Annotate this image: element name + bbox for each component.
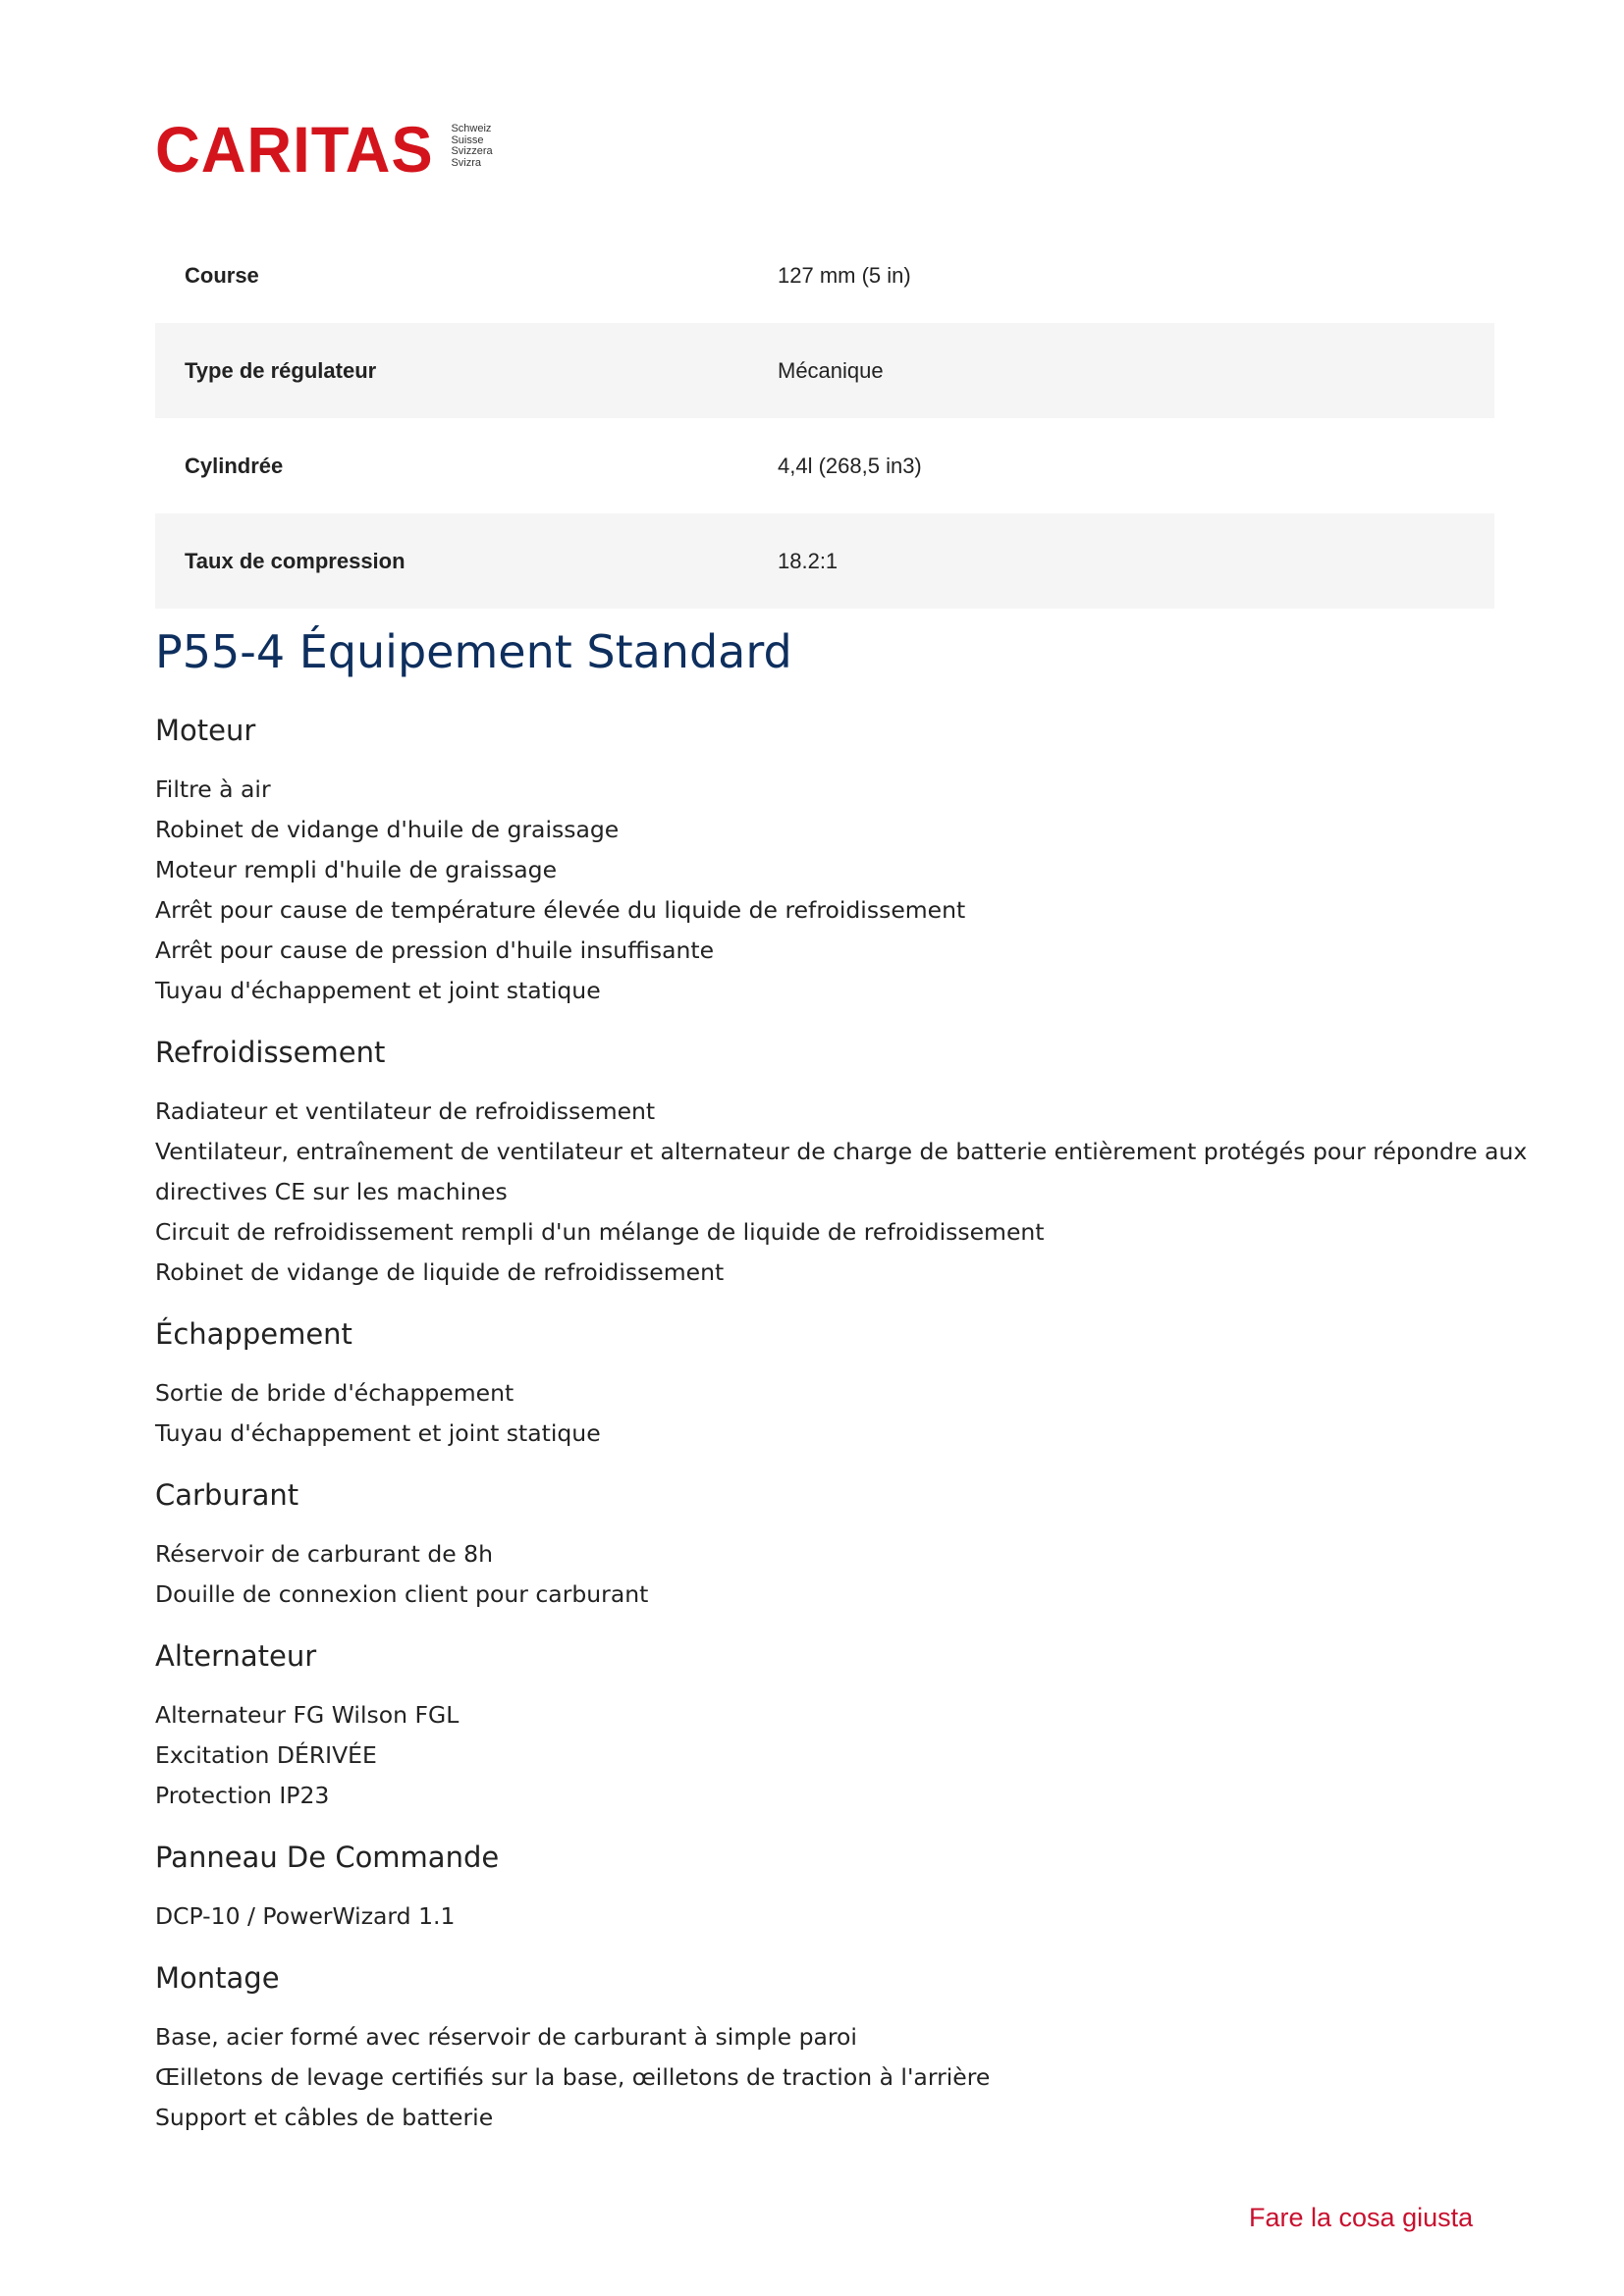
spec-value: 4,4l (268,5 in3) bbox=[778, 453, 922, 478]
spec-row bbox=[155, 228, 1494, 323]
list-item: Excitation DÉRIVÉE bbox=[155, 1741, 377, 1769]
spec-label: Type de régulateur bbox=[155, 323, 778, 418]
equipment-content bbox=[155, 620, 1530, 2138]
list-item: DCP-10 / PowerWizard 1.1 bbox=[155, 1902, 456, 1930]
section-heading-refroidissement: Refroidissement bbox=[155, 1036, 386, 1069]
list-item: Réservoir de carburant de 8h bbox=[155, 1540, 494, 1568]
section-heading-moteur: Moteur bbox=[155, 714, 256, 747]
logo-wordmark: CARITAS bbox=[155, 113, 434, 186]
list-item: Circuit de refroidissement rempli d'un mélange de liquide de refroidissement bbox=[155, 1218, 1045, 1246]
spec-label: Taux de compression bbox=[155, 513, 778, 609]
section-list-montage bbox=[155, 2017, 1530, 2138]
logo-language: Schweiz bbox=[451, 123, 492, 134]
list-item: Radiateur et ventilateur de refroidissement bbox=[155, 1097, 656, 1125]
list-item: Œilletons de levage certifiés sur la base, œilletons de traction à l'arrière bbox=[155, 2063, 991, 2091]
section-list-carburant bbox=[155, 1534, 1530, 1615]
logo-language: Suisse bbox=[451, 133, 484, 146]
spec-row bbox=[155, 418, 1494, 513]
logo-language: Svizzera bbox=[451, 145, 493, 157]
section-heading-panneau: Panneau De Commande bbox=[155, 1841, 500, 1874]
caritas-logo bbox=[155, 113, 493, 186]
list-item: Sortie de bride d'échappement bbox=[155, 1379, 514, 1407]
section-list-refroidissement bbox=[155, 1092, 1530, 1293]
section-list-alternateur bbox=[155, 1695, 1530, 1816]
footer-tagline: Fare la cosa giusta bbox=[1249, 2203, 1474, 2232]
page-title: P55-4 Équipement Standard bbox=[155, 625, 792, 678]
spec-label: Course bbox=[185, 262, 259, 288]
list-item: Tuyau d'échappement et joint statique bbox=[155, 977, 601, 1004]
spec-table bbox=[155, 228, 1494, 609]
spec-label: Cylindrée bbox=[185, 453, 284, 478]
logo-languages bbox=[451, 124, 492, 169]
list-item: Alternateur FG Wilson FGL bbox=[155, 1701, 460, 1729]
list-item: Moteur rempli d'huile de graissage bbox=[155, 856, 558, 883]
list-item: Tuyau d'échappement et joint statique bbox=[155, 1419, 601, 1447]
section-heading-carburant: Carburant bbox=[155, 1478, 299, 1512]
list-item: Filtre à air bbox=[155, 775, 271, 803]
section-heading-alternateur: Alternateur bbox=[155, 1639, 317, 1673]
list-item: Support et câbles de batterie bbox=[155, 2104, 494, 2131]
section-list-echappement bbox=[155, 1373, 1530, 1454]
list-item: Robinet de vidange d'huile de graissage bbox=[155, 816, 620, 843]
section-list-panneau bbox=[155, 1896, 1530, 1937]
spec-value: 18.2:1 bbox=[778, 513, 1494, 609]
logo-language: Svizra bbox=[451, 156, 481, 169]
list-item: Ventilateur, entraînement de ventilateur et alternateur de charge de batterie entièrement protégés pour répondre aux directives CE sur les machines bbox=[155, 1138, 1528, 1205]
list-item: Arrêt pour cause de pression d'huile insuffisante bbox=[155, 936, 715, 964]
spec-value: Mécanique bbox=[778, 323, 1494, 418]
section-heading-montage: Montage bbox=[155, 1961, 280, 1995]
list-item: Douille de connexion client pour carburant bbox=[155, 1580, 649, 1608]
section-heading-echappement: Échappement bbox=[155, 1317, 352, 1351]
section-list-moteur bbox=[155, 770, 1530, 1011]
spec-value: 127 mm (5 in) bbox=[778, 262, 911, 288]
list-item: Robinet de vidange de liquide de refroidissement bbox=[155, 1258, 725, 1286]
spec-row bbox=[155, 513, 1494, 609]
list-item: Base, acier formé avec réservoir de carburant à simple paroi bbox=[155, 2023, 857, 2051]
list-item: Arrêt pour cause de température élevée du liquide de refroidissement bbox=[155, 896, 966, 924]
list-item: Protection IP23 bbox=[155, 1782, 330, 1809]
spec-row bbox=[155, 323, 1494, 418]
